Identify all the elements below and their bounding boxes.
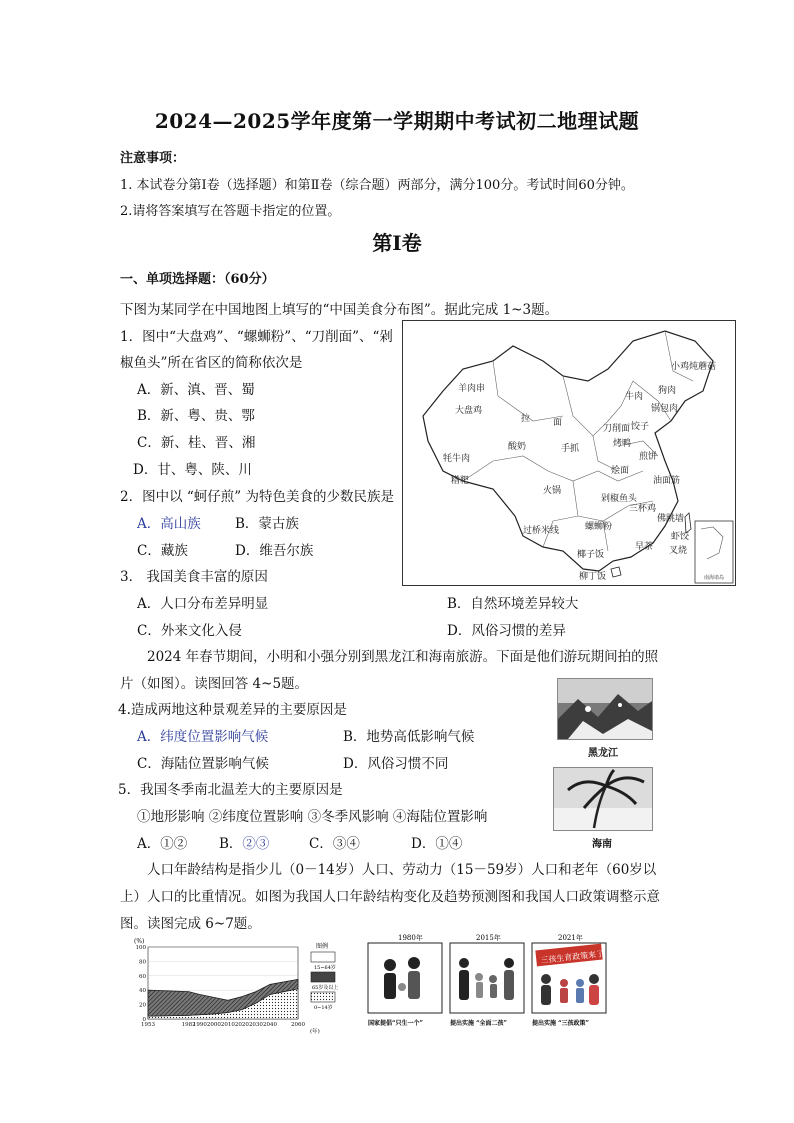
x-tick-label: 1982 <box>181 1022 196 1028</box>
q4-option-c: C．海陆位置影响气候 <box>137 756 269 772</box>
intro-q4-5: 2024 年春节期间，小明和小强分别到黑龙江和海南旅游。下面是他们游玩期间拍的照 <box>147 649 659 665</box>
chart-xlabel: (年) <box>310 1029 320 1035</box>
y-tick-label: 80 <box>139 959 146 966</box>
map-label: 柳丁饭 <box>579 572 607 582</box>
x-tick-label: 2020 <box>234 1022 249 1028</box>
q4-option-b: B．地势高低影响气候 <box>343 729 475 745</box>
q4-option-a: A．纬度位置影响气候 <box>137 729 269 745</box>
chart-ylabel: (%) <box>134 938 145 945</box>
x-tick-label: 1990 <box>192 1022 207 1028</box>
china-food-map <box>402 320 736 586</box>
x-tick-label: 2030 <box>248 1022 263 1028</box>
q5-stem: 5．我国冬季南北温差大的主要原因是 <box>118 782 343 798</box>
legend-swatch-0-14 <box>311 952 335 962</box>
x-tick-label: 2040 <box>262 1022 277 1028</box>
q3-option-c: C．外来文化入侵 <box>137 623 242 639</box>
legend-swatch-65 <box>311 992 335 1002</box>
q5-option-a: A．①② <box>137 836 188 852</box>
map-label: 烤鸭 <box>613 439 632 449</box>
y-tick-label: 100 <box>135 945 146 951</box>
map-label: 火锅 <box>543 486 562 496</box>
q2-stem: 2．图中以 “蚵仔煎” 为特色美食的少数民族是 <box>120 489 394 505</box>
q2-option-a: A．高山族 <box>137 516 201 532</box>
map-label: 螺蛳粉 <box>585 522 613 532</box>
q1-option-b: B．新、粤、贵、鄂 <box>137 408 255 424</box>
intro-q6-7: 人口年龄结构是指少儿（0－14岁）人口、劳动力（15－59岁）人口和老年（60岁以 <box>147 862 657 878</box>
policy-year-1980: 1980年 <box>398 934 423 942</box>
map-label: 拉 <box>521 414 531 424</box>
population-policy-panels <box>366 933 616 1028</box>
notice-heading: 注意事项： <box>120 151 186 166</box>
q1-option-c: C．新、桂、晋、湘 <box>137 435 256 451</box>
population-age-chart <box>130 935 350 1035</box>
taiwan-island <box>685 513 691 533</box>
map-label: 过桥米线 <box>523 526 560 536</box>
q3-option-a: A．人口分布差异明显 <box>137 596 269 612</box>
q5-option-c: C．③④ <box>309 836 360 852</box>
map-label: 锅包肉 <box>651 404 679 414</box>
q1-stem-cont: 椒鱼头”所在省区的简称依次是 <box>120 355 303 371</box>
intro-q4-5-cont: 片（如图）。读图回答 4~5题。 <box>120 676 309 692</box>
map-label: 佛跳墙 <box>657 514 685 524</box>
map-label: 剁椒鱼头 <box>601 494 638 504</box>
policy-caption-2021: 提出实施 “三孩政策” <box>532 1020 589 1027</box>
policy-panel-1980 <box>368 943 442 1013</box>
legend-label-65: 65岁及以上 <box>312 985 339 991</box>
q2-option-b: B．蒙古族 <box>235 516 299 532</box>
q2-option-c: C．藏族 <box>137 543 188 559</box>
part1-heading: 一、单项选择题：（60分） <box>120 272 275 287</box>
map-label: 大盘鸡 <box>455 406 483 416</box>
notice-line-2: 2.请将答案填写在答题卡指定的位置。 <box>120 204 341 219</box>
y-tick-label: 0 <box>142 1017 146 1023</box>
y-tick-label: 40 <box>139 988 146 995</box>
legend-label-0-14: 0~14岁 <box>314 1005 333 1011</box>
heilongjiang-photo <box>557 678 653 740</box>
map-label: 椰子饭 <box>577 550 605 560</box>
map-label: 叉烧 <box>669 546 688 556</box>
photo-caption-hainan: 海南 <box>592 839 612 850</box>
y-tick-label: 20 <box>139 1002 146 1009</box>
q5-option-b-value: ②③ <box>242 836 270 852</box>
hainan-island <box>611 567 621 577</box>
map-label: 早茶 <box>635 542 654 552</box>
map-label: 虾饺 <box>671 532 690 542</box>
page-title: 2024—2025学年度第一学期期中考试初二地理试题 <box>154 109 640 133</box>
map-label: 小鸡炖蘑菇 <box>671 362 717 372</box>
map-label: 面 <box>553 418 563 428</box>
q1-stem: 1．图中“大盘鸡”、“螺蛳粉”、“刀削面”、“剁 <box>120 329 393 345</box>
notice-line-1: 1. 本试卷分第Ⅰ卷（选择题）和第Ⅱ卷（综合题）两部分，满分100分。考试时间60分钟。 <box>120 178 634 193</box>
x-tick-label: 2000 <box>206 1022 221 1028</box>
south-china-sea-inset <box>695 521 733 583</box>
map-label: 狗肉 <box>658 386 677 396</box>
map-label: 羊肉串 <box>458 384 486 394</box>
map-label: 牦牛肉 <box>443 454 471 464</box>
q5-option-d: D．①④ <box>411 836 463 852</box>
map-label: 糌粑 <box>451 476 470 486</box>
policy-year-2015: 2015年 <box>476 934 501 942</box>
map-label: 烩面 <box>611 466 630 476</box>
inset-label: 南海诸岛 <box>703 575 725 581</box>
q5-option-b: B．②③ <box>219 836 270 852</box>
map-label: 酸奶 <box>508 442 527 452</box>
map-label: 牛肉 <box>625 392 644 402</box>
x-tick-label: 1953 <box>141 1022 155 1028</box>
policy-caption-2015: 提出实施 “全面二孩” <box>450 1020 507 1027</box>
policy-banner: 三孩生育政策来了 <box>539 949 605 965</box>
q4-option-d: D．风俗习惯不同 <box>343 756 449 772</box>
hainan-photo <box>553 767 653 831</box>
y-tick-label: 60 <box>139 973 146 980</box>
q4-stem: 4.造成两地这种景观差异的主要原因是 <box>118 702 347 718</box>
q3-stem: 3． 我国美食丰富的原因 <box>120 569 268 585</box>
legend-label-15-64: 15~64岁 <box>314 965 336 971</box>
map-label: 刀削面 <box>603 424 631 434</box>
q3-option-b: B．自然环境差异较大 <box>447 596 579 612</box>
q5-items: ①地形影响 ②纬度位置影响 ③冬季风影响 ④海陆位置影响 <box>137 809 488 825</box>
q1-option-d: D．甘、粤、陕、川 <box>133 462 252 478</box>
policy-caption-1980: 国家提倡“只生一个” <box>368 1020 423 1027</box>
q2-option-d: D．维吾尔族 <box>235 543 314 559</box>
intro-q6-7-end: 图。读图完成 6~7题。 <box>120 916 261 932</box>
intro-q1-3: 下图为某同学在中国地图上填写的“中国美食分布图”。据此完成 1~3题。 <box>120 302 559 318</box>
x-tick-label: 2060 <box>291 1022 305 1028</box>
photo-caption-heilongjiang: 黑龙江 <box>588 748 618 759</box>
legend-title: 图例 <box>316 943 329 950</box>
map-label: 三杯鸡 <box>629 504 657 514</box>
map-label: 油面筋 <box>653 476 681 486</box>
map-label: 饺子 <box>631 422 650 432</box>
section-heading: 第Ⅰ卷 <box>372 231 422 255</box>
q1-option-a: A．新、滇、晋、蜀 <box>137 382 255 398</box>
policy-year-2021: 2021年 <box>558 934 583 942</box>
q3-option-d: D．风俗习惯的差异 <box>447 623 566 639</box>
intro-q6-7-cont: 上）人口的比重情况。如图为我国人口年龄结构变化及趋势预测图和我国人口政策调整示意 <box>120 889 660 905</box>
x-tick-label: 2010 <box>220 1022 235 1028</box>
legend-swatch-15-64 <box>311 972 335 982</box>
map-label: 手抓 <box>561 444 580 454</box>
map-label: 煎饼 <box>639 452 658 462</box>
